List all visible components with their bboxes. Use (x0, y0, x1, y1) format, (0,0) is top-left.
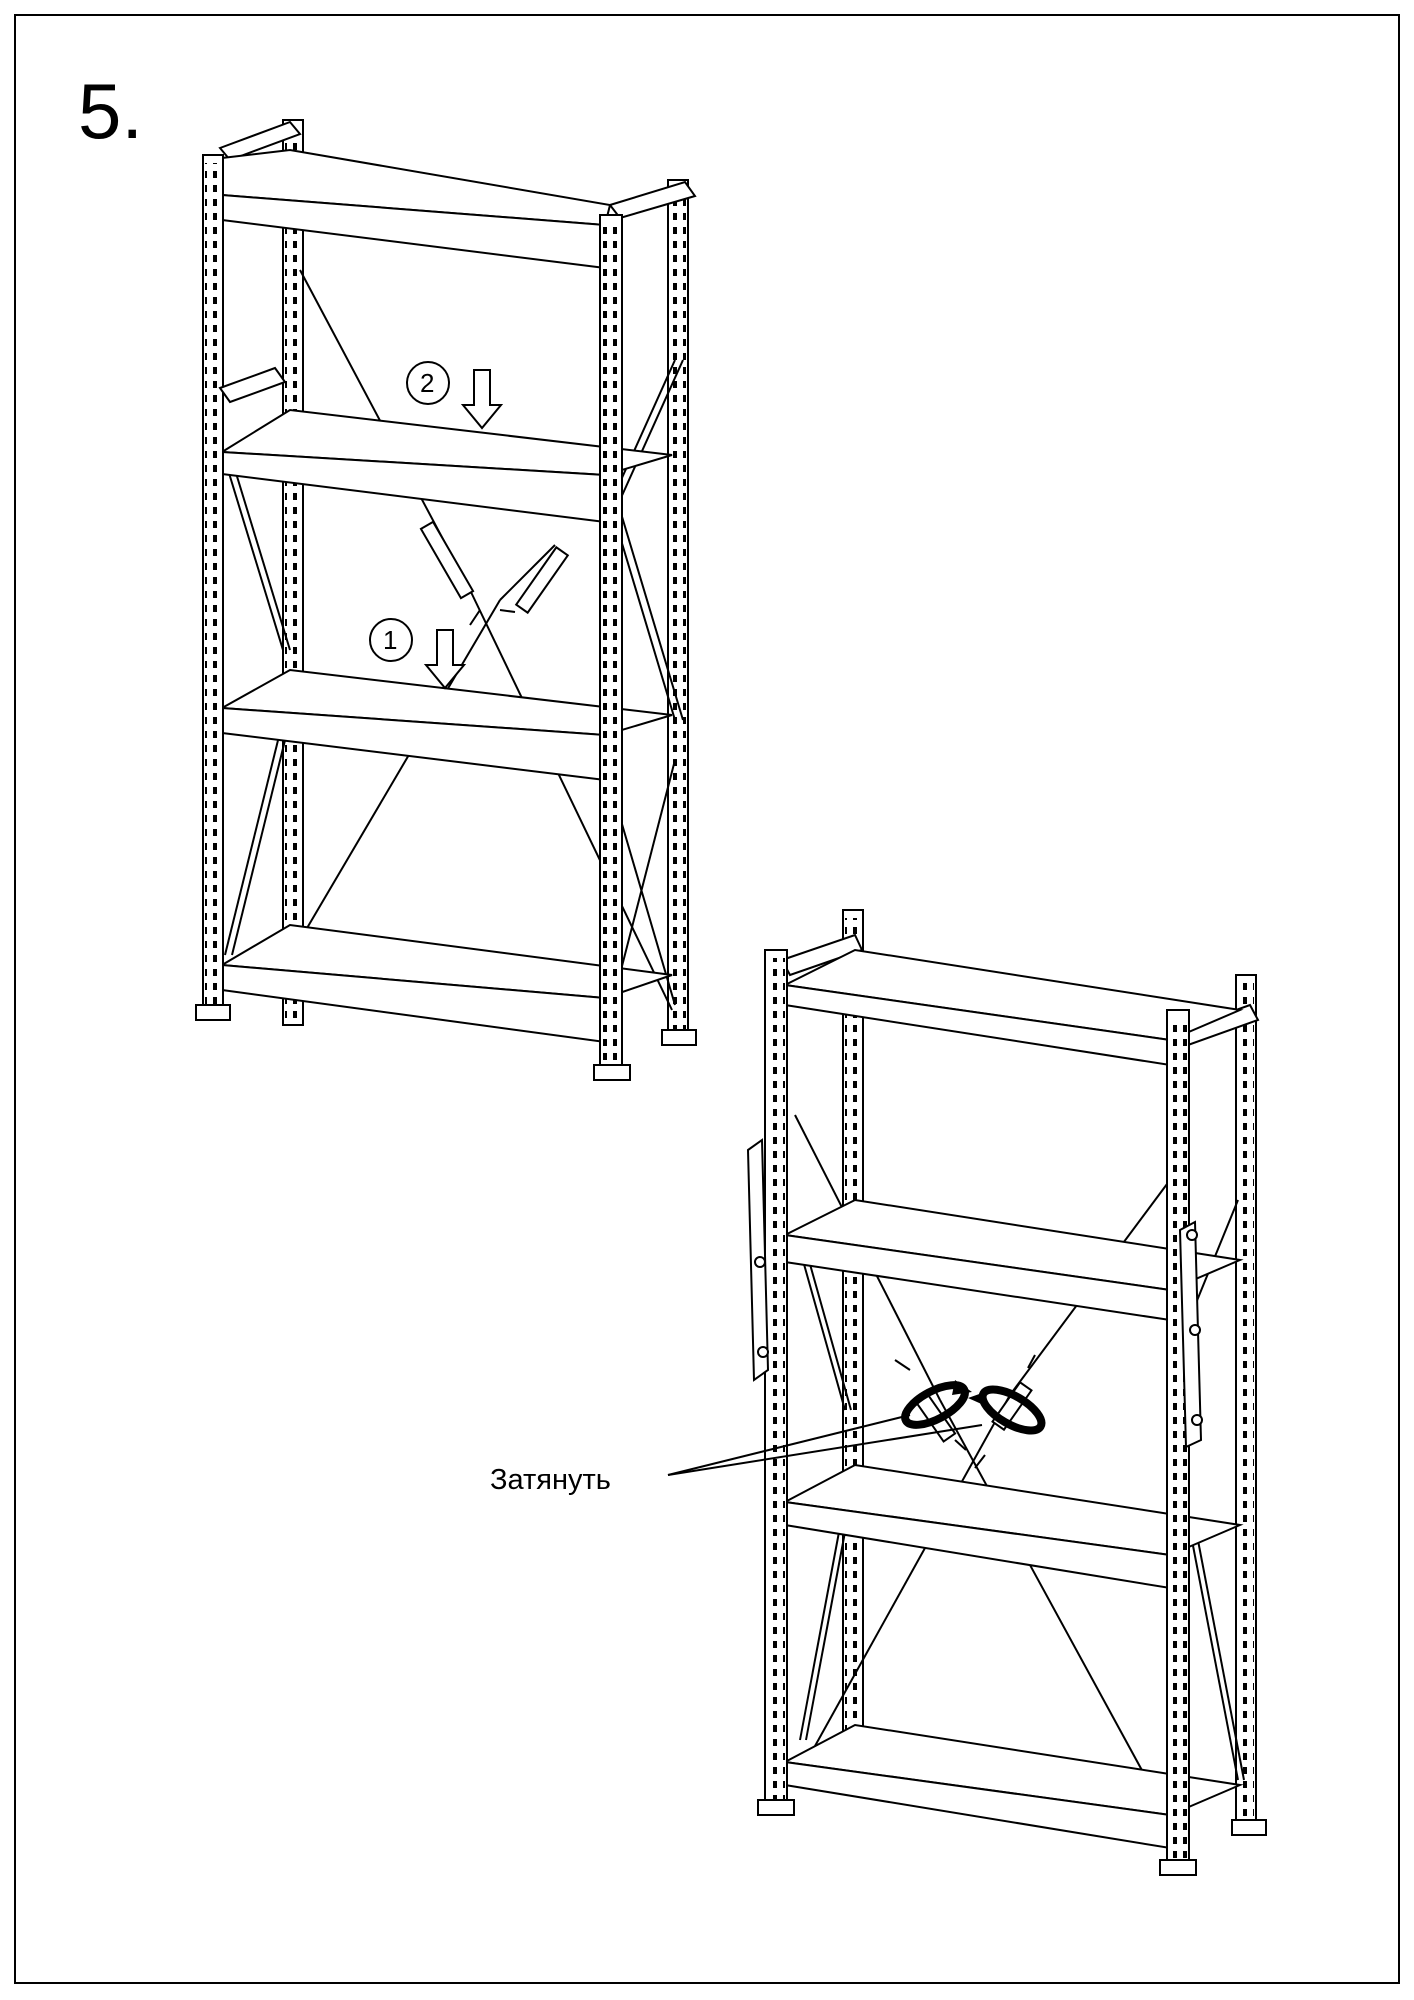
back-upright-right (1236, 975, 1256, 1825)
side-brace-left-1 (800, 1250, 845, 1410)
front-upright-left (758, 950, 794, 1815)
foot-plate (594, 1065, 630, 1080)
foot-plate (1160, 1860, 1196, 1875)
foot-plate (1232, 1820, 1266, 1835)
foot-plate (758, 1800, 794, 1815)
shelf-top (222, 150, 610, 268)
back-upright-right (668, 180, 688, 1040)
tighten-label: Затянуть (490, 1464, 611, 1496)
foot-plate (196, 1005, 230, 1020)
side-brace-left-2 (225, 720, 283, 955)
turnbuckle-a (421, 522, 473, 598)
front-upright-right (594, 215, 630, 1080)
down-arrow-1 (426, 630, 464, 688)
cross-wire-b (810, 1395, 1010, 1755)
step-2-label: 2 (420, 368, 435, 398)
step-number: 5. (78, 67, 144, 155)
foot-plate (662, 1030, 696, 1045)
side-brace-right-2 (1190, 1530, 1238, 1780)
back-upright-left (283, 120, 303, 1025)
step-1-label: 1 (383, 625, 398, 655)
down-arrow-2 (463, 370, 501, 428)
shelving-unit-upper (196, 120, 696, 1080)
side-brace-left-1 (225, 460, 283, 650)
front-upright-left (196, 155, 230, 1020)
side-beam-left-2 (220, 368, 285, 402)
back-upright-left (843, 910, 863, 1760)
